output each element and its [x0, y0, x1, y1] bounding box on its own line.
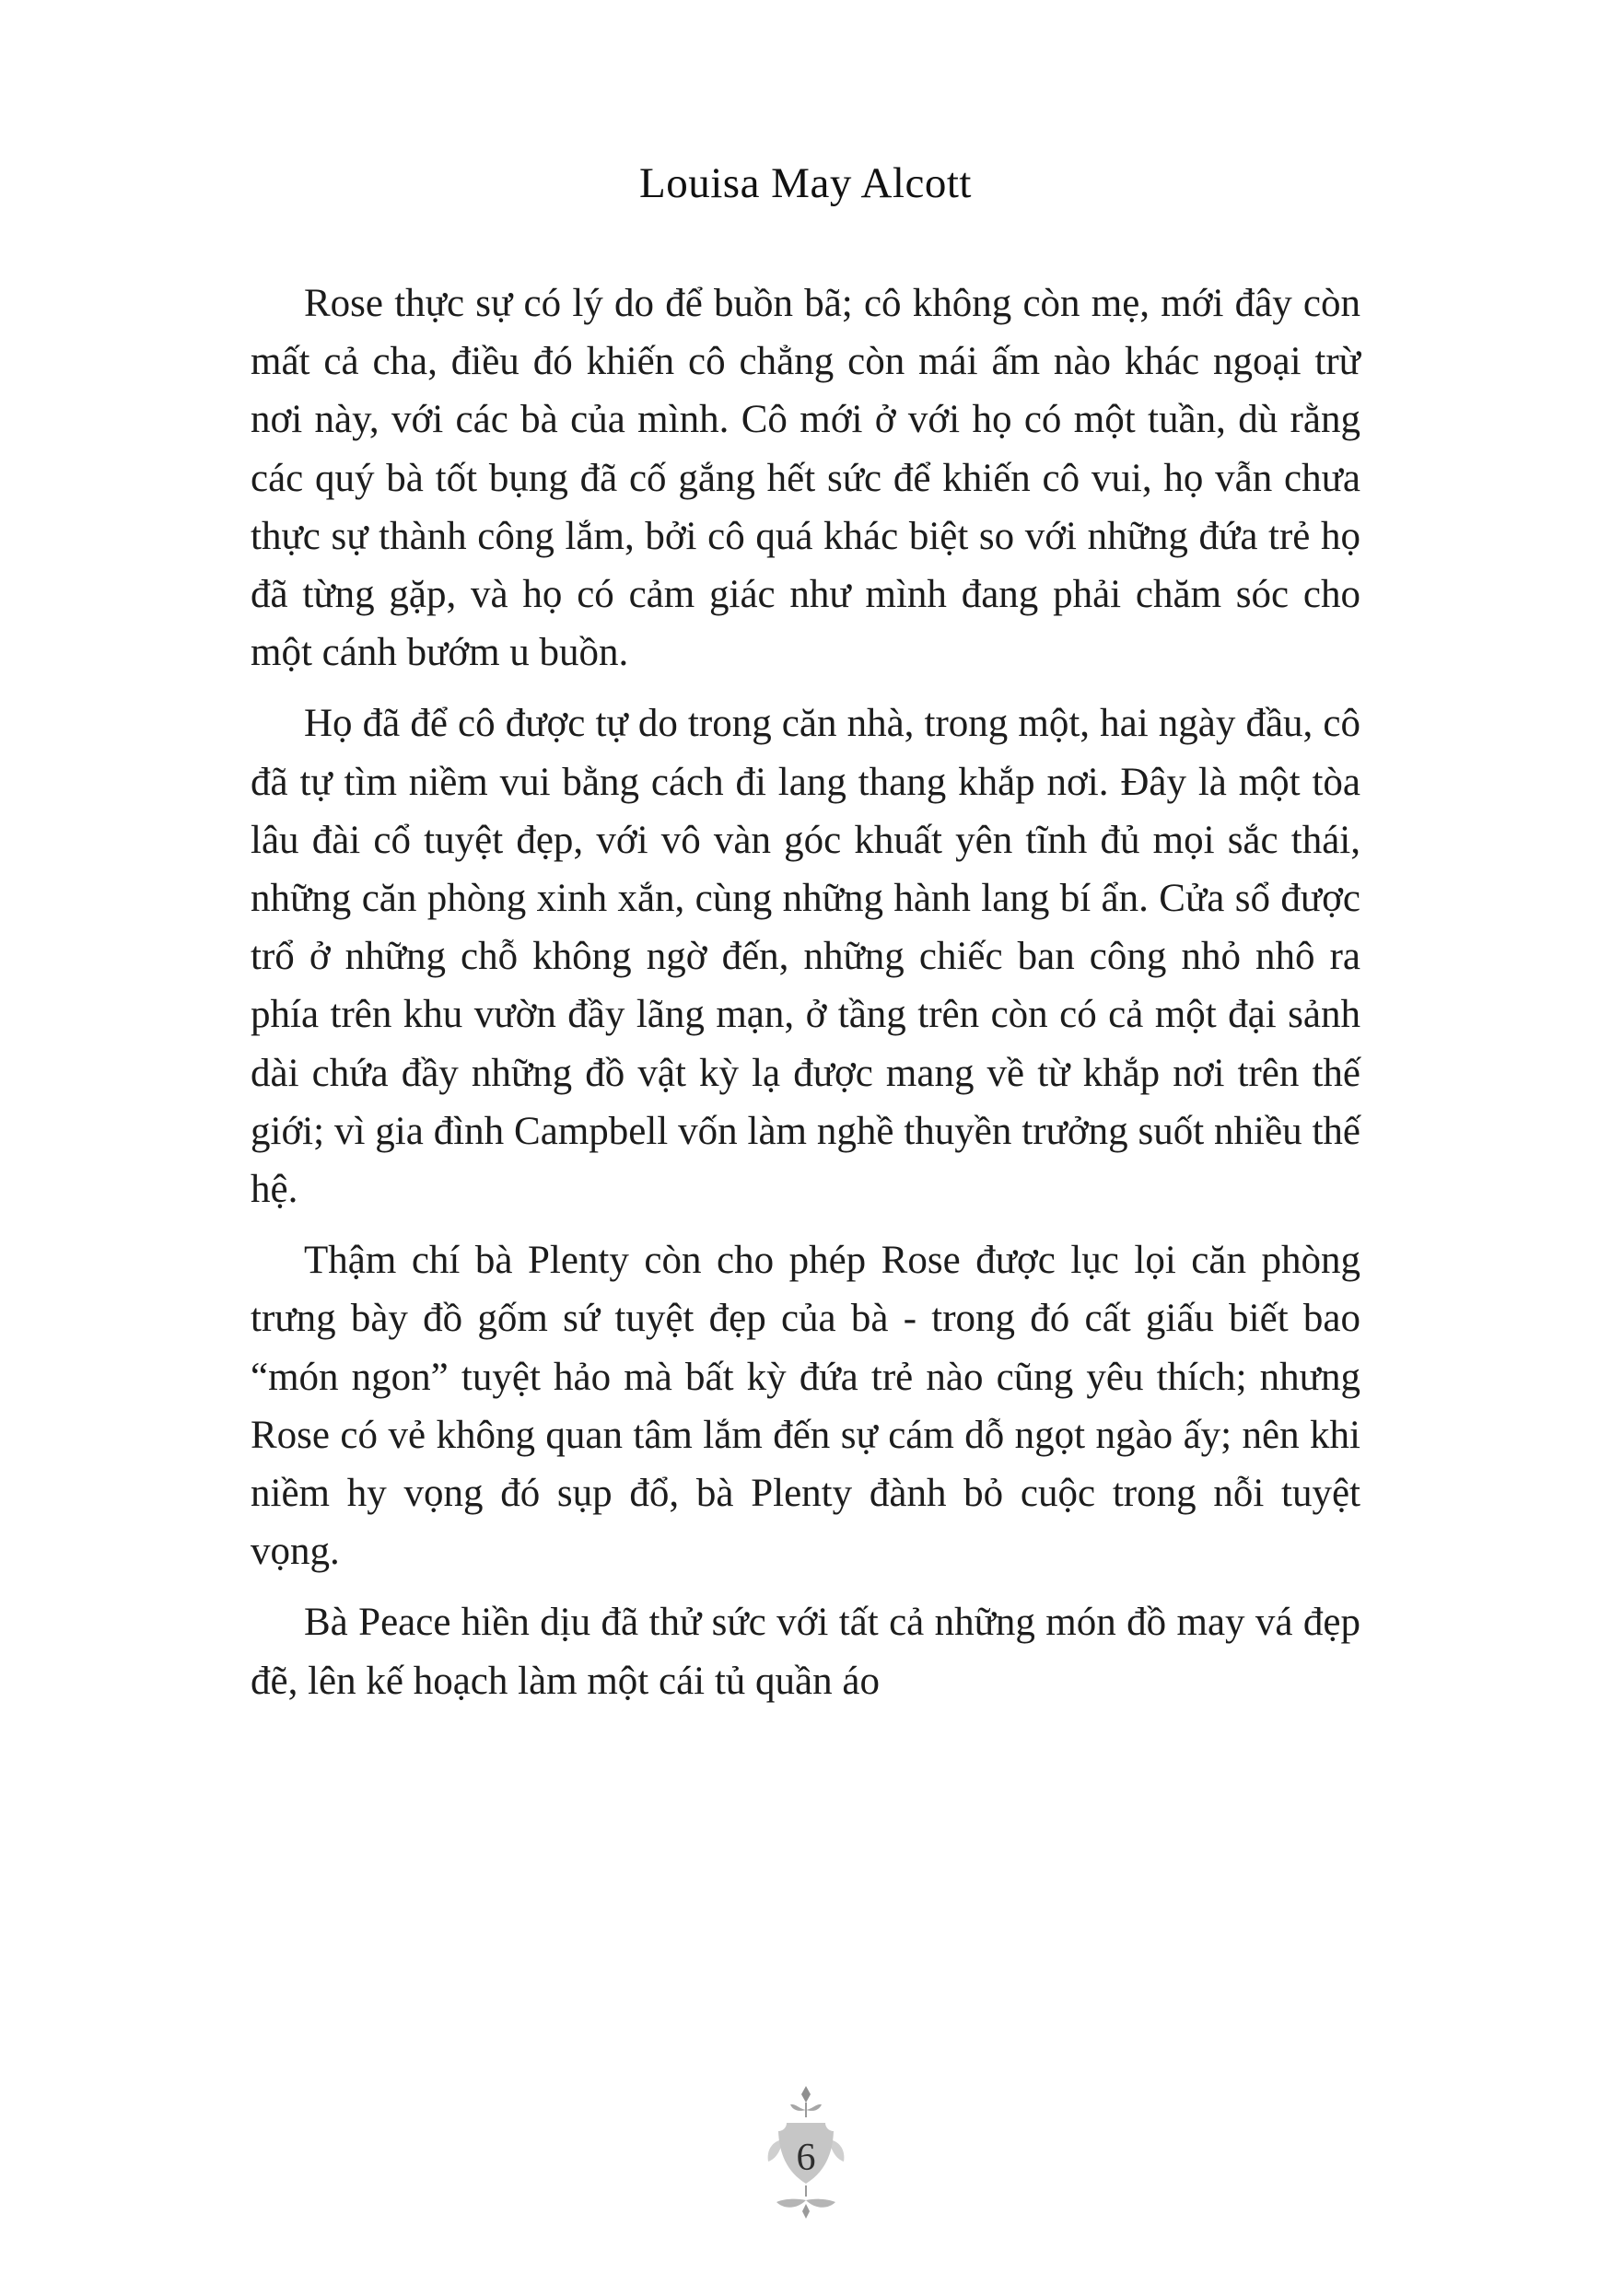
page-body [251, 274, 1360, 1710]
page-number-ornament-icon [746, 2082, 866, 2239]
paragraph: Họ đã để cô được tự do trong căn nhà, trong một, hai ngày đầu, cô đã tự tìm niềm vui bằng cách đi lang thang khắp nơi. Đây là một tòa lâu đài cổ tuyệt đẹp, với vô vàn góc khuất yên tĩnh đủ mọi sắc thái, những căn phòng xinh xắn, cùng những hành lang bí ẩn. Cửa sổ được trổ ở những chỗ không ngờ đến, những chiếc ban công nhỏ nhô ra phía trên khu vườn đầy lãng mạn, ở tầng trên còn có cả một đại sảnh dài chứa đầy những đồ vật kỳ lạ được mang về từ khắp nơi trên thế giới; vì gia đình Campbell vốn làm nghề thuyền trưởng suốt nhiều thế hệ. [251, 702, 1360, 1212]
page-footer [0, 2082, 1611, 2239]
paragraph: Rose thực sự có lý do để buồn bã; cô không còn mẹ, mới đây còn mất cả cha, điều đó khiến cô chẳng còn mái ấm nào khác ngoại trừ nơi này, với các bà của mình. Cô mới ở với họ có một tuần, dù rằng các quý bà tốt bụng đã cố gắng hết sức để khiến cô vui, họ vẫn chưa thực sự thành công lắm, bởi cô quá khác biệt so với những đứa trẻ họ đã từng gặp, và họ có cảm giác như mình đang phải chăm sóc cho một cánh bướm u buồn. [251, 282, 1360, 675]
page-number: 6 [796, 2137, 815, 2179]
paragraph: Thậm chí bà Plenty còn cho phép Rose được lục lọi căn phòng trưng bày đồ gốm sứ tuyệt đẹp của bà - trong đó cất giấu biết bao “món ngon” tuyệt hảo mà bất kỳ đứa trẻ nào cũng yêu thích; nhưng Rose có vẻ không quan tâm lắm đến sự cám dỗ ngọt ngào ấy; nên khi niềm hy vọng đó sụp đổ, bà Plenty đành bỏ cuộc trong nỗi tuyệt vọng. [251, 1239, 1360, 1574]
page-header-author: Louisa May Alcott [639, 159, 972, 207]
paragraph: Bà Peace hiền dịu đã thử sức với tất cả những món đồ may vá đẹp đẽ, lên kế hoạch làm một cái tủ quần áo [251, 1601, 1360, 1703]
